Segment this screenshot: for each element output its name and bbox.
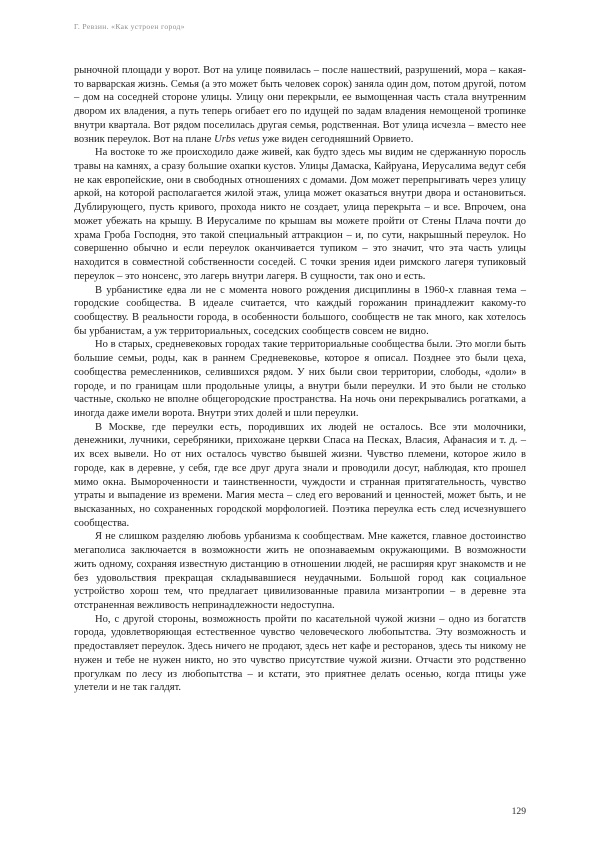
paragraph bbox=[74, 421, 526, 531]
text-run: В Москве, где переулки есть, породивших их людей не осталось. Все эти молочники, денежники, лучники, серебряники, прихожане церкви Спаса на Песках, Власия, Афанасия и т. д. – их всех вывели. Но от них осталось чувство бывшей жизни. Чувство племени, которое жило в городе, как в деревне, у себя, где все друг друга знали и проводили досуг, наблюдая, кто прошел мимо окна. Вымороченности и таинственности, чуждости и странная притягательность, чувство утраты и выпадение из времени. Магия места – след его верований и ценностей, может быть, и не высказанных, но сохраненных городской морфологией. Поэтика переулка есть след исчезнувшего сообщества. bbox=[74, 421, 526, 529]
paragraph bbox=[74, 146, 526, 283]
text-run: Но в старых, средневековых городах такие территориальные сообщества были. Это могли быть большие семьи, роды, как в раннем Средневековье, которое я описал. Позднее это были цеха, сообщества ремесленников, селившихся рядом. У них были свои территории, слободы, «доли» в городе, и по границам шли продольные улицы, а внутри были переулки. И это были не столько частные, сколько не вполне общегородские пространства. На ночь они перекрывались рогатками, а иногда даже имели ворота. Внутри этих долей и шли переулки. bbox=[74, 339, 526, 419]
page-number: 129 bbox=[511, 806, 526, 817]
italic-run: Urbs vetus bbox=[214, 133, 260, 145]
body-text-block bbox=[74, 64, 526, 695]
paragraph bbox=[74, 613, 526, 695]
paragraph bbox=[74, 284, 526, 339]
running-head: Г. Ревзин. «Как устроен город» bbox=[74, 22, 185, 31]
text-run: рыночной площади у ворот. Вот на улице появилась – после нашествий, разрушений, мора – какая-то варварская жизнь. Семья (а это может быть человек сорок) заняла один дом, потом другой, потом – дом на соседней стороне улицы. Улицу они перекрыли, ее вымощенная часть стала внутренним двором их владения, а путь теперь огибает его по идущей по задам владения немощеной тропинке внутри квартала. Вот рядом поселилась другая семья, родственная. Вот улица исчезла – вместо нее возник переулок. Вот на плане bbox=[74, 65, 526, 145]
text-run: Но, с другой стороны, возможность пройти по касательной чужой жизни – одно из богатств города, удовлетворяющая естественное чувство человеческого любопытства. Эту возможность и предоставляет переулок. Здесь ничего не продают, здесь нет кафе и ресторанов, здесь ты никому не нужен и тебе не нужен никто, но это чувство присутствие чужой жизни. Отчасти это родственно прогулкам по лесу из любопытства – и кстати, это приятнее делать осенью, когда птицы уже улетели и не так галдят. bbox=[74, 613, 526, 694]
text-run: Я не слишком разделяю любовь урбанизма к сообществам. Мне кажется, главное достоинство мегаполиса заключается в возможности жить не опознаваемым окружающими. В возможности жить одному, сохраняя известную дистанцию в отношении людей, не расширяя круг знакомств и не без удовольствия прекращая складывавшиеся неудачными. Большой город как социальное устройство хорош тем, что предлагает цивилизованные правила мизантропии – в деревне эта отстраненная вежливость непринадлежности недоступна. bbox=[74, 531, 526, 612]
text-run: На востоке то же происходило даже живей, как будто здесь мы видим не сдержанную поросль травы на камнях, а сразу большие охапки кустов. Улицы Дамаска, Кайруана, Иерусалима ведут себя не как европейские, они в свободных отношениях с домами. Дом может перепрыгивать через улицу аркой, на которой располагается жилой этаж, улица может оказаться внутри двора и остановиться. Дублирующего, пусть кривого, прохода никто не создает, улица перекрыта – и все. Впрочем, она может убежать на крышу. В Иерусалиме по крышам вы можете пройти от Стены Плача почти до храма Гроба Господня, это такой специальный аттракцион – и, по сути, накрышный переулок. Но совершенно обычно и если переулок оканчивается тупиком – это значит, что эта часть улицы находится в совместной собственности соседей. С точки зрения идеи римского лагеря тупиковый переулок – это нонсенс, это лагерь внутри лагеря. В сущности, так оно и есть. bbox=[74, 147, 526, 282]
text-run: В урбанистике едва ли не с момента нового рождения дисциплины в 1960-х главная тема – городские сообщества. В идеале считается, что каждый горожанин принадлежит какому-то сообществу. В реальности города, в особенности большого, сообществ не так много, как хотелось бы урбанистам, а уж территориальных, соседских сообществ совсем не видно. bbox=[74, 284, 526, 337]
paragraph bbox=[74, 64, 526, 146]
paragraph bbox=[74, 530, 526, 612]
text-run: уже виден сегодняшний Орвието. bbox=[259, 133, 414, 145]
paragraph bbox=[74, 338, 526, 420]
